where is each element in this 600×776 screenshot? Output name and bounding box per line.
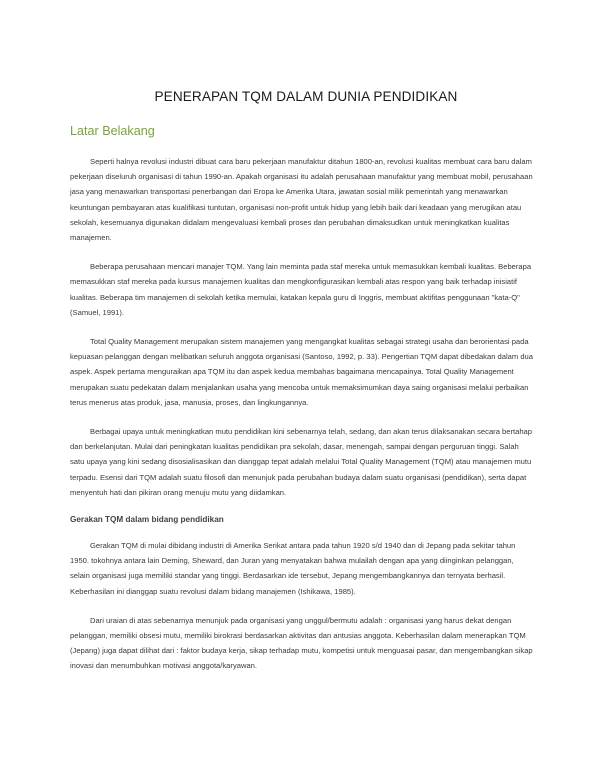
paragraph: Gerakan TQM di mulai dibidang industri di Amerika Serikat antara pada tahun 1920 s/d 1940 dan di Jepang pada sekitar tahun 1950. tokohnya antara lain Deming, Sheward, dan Juran yang menyatakan bahwa mulailah dengan apa yang diinginkan pelanggan, selain organisasi juga memiliki standar yang tinggi. Berdasarkan ide tersebut, Jepang mengembangkannya dan ternyata berhasil. Keberhasilan ini dianggap suatu revolusi dalam bidang manajemen (Ishikawa, 1985). (70, 541, 516, 596)
paragraph: Dari uraian di atas sebenarnya menunjuk pada organisasi yang unggul/bermutu adalah : organisasi yang harus dekat dengan pelanggan, memiliki obsesi mutu, memiliki birokrasi berdasarkan aktivitas dan antusias anggota. Keberhasilan dalam menerapkan TQM (Jepang) juga dapat dilihat dari : faktor budaya kerja, sikap terhadap mutu, kompetisi untuk menguasai pasar, dan mengembangkan sikap inovasi dan menumbuhkan motivasi anggota/karyawan. (70, 615, 533, 671)
document-title: PENERAPAN TQM DALAM DUNIA PENDIDIKAN (154, 89, 458, 104)
paragraph: Beberapa perusahaan mencari manajer TQM. Yang lain meminta pada staf mereka untuk memasukkan kembali kualitas. Beberapa memasukkan staf mereka pada kursus manajemen kualitas dan mengkonfigurasikan kembali atas respon yang baik terhadap inisiatif kualitas. Beberapa tim manajemen di sekolah ketika memulai, katakan kepala guru di Inggris, membuat aktifitas penggunaan "kata-Q"(Samuel, 1991). (70, 262, 532, 317)
subsection-heading-gerakan-tqm: Gerakan TQM dalam bidang pendidikan (70, 515, 224, 525)
section-heading-latar-belakang: Latar Belakang (70, 124, 155, 138)
paragraph: Total Quality Management merupakan sistem manajemen yang mengangkat kualitas sebagai strategi usaha dan berorientasi pada kepuasan pelanggan dengan melibatkan seluruh anggota organisasi (Santoso, 1992, p. 33). Pengertian TQM dapat dibedakan dalam dua aspek. Aspek pertama menguraikan apa TQM itu dan aspek kedua membahas bagaimana mencapainya. Total Quality Management merupakan suatu pedekatan dalam menjalankan usaha yang mencoba untuk memaksimumkan daya saing organisasi melalui perbaikan terus menerus atas produk, jasa, manusia, proses, dan lingkungannya. (70, 337, 533, 407)
paragraph: Berbagai upaya untuk meningkatkan mutu pendidikan kini sebenarnya telah, sedang, dan akan terus dilaksanakan secara bertahap dan berkelanjutan. Mulai dari peningkatan kualitas pendidikan pra sekolah, dasar, menengah, sampai dengan perguruan tinggi. Salah satu upaya yang kini sedang disosialisasikan dan dianggap tepat adalah melalui Total Quality Management (TQM) atau manajemen mutu terpadu. Esensi dari TQM adalah suatu filosofi dan menunjuk pada perubahan budaya dalam suatu organisasi (pendidikan), serta dapat menyentuh hati dan pikiran orang menuju mutu yang diidamkan. (70, 427, 533, 497)
paragraph: Seperti halnya revolusi industri dibuat cara baru pekerjaan manufaktur ditahun 1800-an, revolusi kualitas membuat cara baru dalam pekerjaan diseluruh organisasi di tahun 1990-an. Apakah organisasi itu adalah perusahaan manufaktur yang membuat mobil, perusahaan jasa yang menawarkan transportasi penerbangan dari Eropa ke Amerika Utara, jawatan sosial milik pemerintah yang menawarkan keuntungan pembayaran atas kualifikasi tuntutan, organisasi non-profit untuk hidup yang lebih baik dari keadaan yang merugikan atau sekolah, kesemuanya digunakan didalam mengevaluasi kembali proses dan perubahan dimaksudkan untuk meningkatkan kualitas manajemen. (70, 157, 533, 243)
